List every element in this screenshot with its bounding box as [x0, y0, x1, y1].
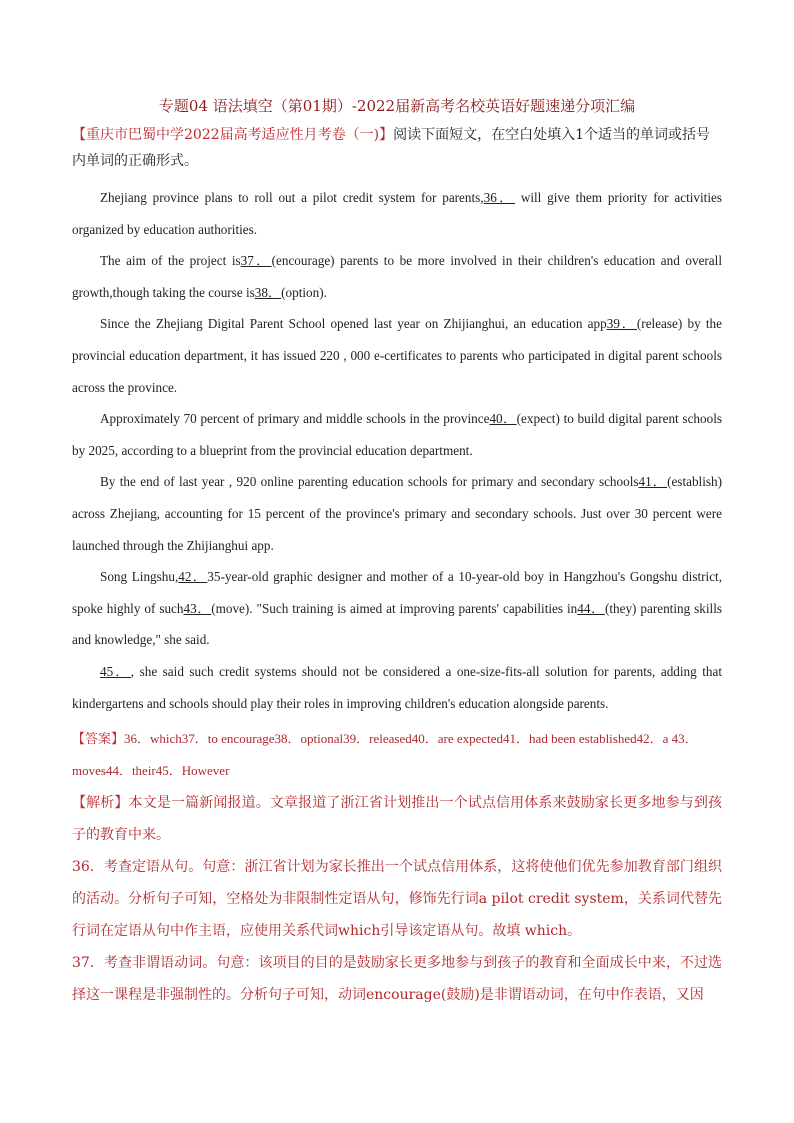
source-label: 【重庆市巴蜀中学2022届高考适应性月考卷（一)】: [72, 127, 394, 143]
passage-paragraph-5: [72, 466, 722, 561]
text-span: (expect) to build digital parent schools by 2025, according to a blueprint from the provincial education department.: [72, 411, 722, 458]
text-span: (option).: [281, 284, 327, 300]
passage-paragraph-7: [72, 656, 722, 719]
analysis-q37: 37．考查非谓语动词。句意：该项目的目的是鼓励家长更多地参与到孩子的教育和全面成长中来，不过选择这一课程是非强制性的。分析句子可知，动词encourage(鼓励)是非谓语动词，在句中作表语，又因: [72, 955, 722, 1004]
blank-41: 41．: [638, 474, 668, 490]
text-span: (release) by the provincial education department, it has issued 220 , 000 e-certificates to parents who participated in digital parent schools across the province.: [72, 316, 722, 395]
analysis-intro-text: 本文是一篇新闻报道。文章报道了浙江省计划推出一个试点信用体系来鼓励家长更多地参与到孩子的教育中来。: [72, 795, 723, 844]
analysis-q36: 36．考查定语从句。句意：浙江省计划为家长推出一个试点信用体系，这将使他们优先参加教育部门组织的活动。分析句子可知，空格处为非限制性定语从句，修饰先行词a pilot credit system，关系词代替先行词在定语从句中作主语，应使用关系代词which引导该定语从句。故填 which。: [72, 859, 722, 940]
text-span: By the end of last year , 920 online parenting education schools for primary and secondary schools: [100, 474, 639, 490]
answer-label: 【答案】: [72, 732, 125, 748]
blank-36: 36．: [483, 190, 516, 205]
blank-43: 43．: [183, 600, 212, 616]
answer-text: 36．which37．to encourage38．optional39．released40．are expected41．had been established42．a 43．moves44．their45．However: [72, 731, 698, 779]
text-span: Approximately 70 percent of primary and middle schools in the province: [100, 411, 490, 427]
blank-45: 45．: [100, 663, 131, 679]
blank-37: 37．: [240, 253, 272, 269]
passage-paragraph-1: [72, 182, 722, 245]
text-span: (they) parenting skills and knowledge," she said.: [72, 600, 723, 648]
text-span: 35-year-old graphic designer and mother of a 10-year-old boy in Hangzhou's Gongshu district, spoke highly of such: [72, 569, 723, 616]
document-page: [72, 96, 722, 1011]
question-source: [72, 122, 722, 174]
text-span: Song Lingshu,: [100, 569, 179, 585]
text-span: The aim of the project is: [100, 253, 241, 269]
text-span: , she said such credit systems should not be considered a one-size-fits-all solution for parents, adding that kindergartens and schools should play their roles in improving children's education alongside parents.: [72, 663, 723, 711]
answer-section: [72, 723, 722, 787]
text-span: will give them priority for activities organized by education authorities.: [72, 190, 722, 237]
instruction-text: 阅读下面短文，在空白处填入1个适当的单词或括号内单词的正确形式。: [72, 127, 710, 169]
passage-paragraph-4: [72, 403, 722, 466]
text-span: (move). "Such training is aimed at improving parents' capabilities in: [211, 600, 578, 616]
blank-42: 42．: [178, 569, 208, 585]
analysis-label: 【解析】: [72, 795, 129, 812]
passage-paragraph-2: [72, 245, 722, 308]
analysis-intro: [72, 787, 722, 851]
blank-44: 44．: [577, 600, 605, 616]
passage-paragraph-3: [72, 308, 722, 403]
blank-40: 40．: [489, 411, 517, 427]
blank-38: 38．: [254, 284, 282, 300]
passage-paragraph-6: [72, 561, 722, 656]
text-span: Since the Zhejiang Digital Parent School opened last year on Zhijianghui, an education app: [100, 316, 607, 332]
text-span: (encourage) parents to be more involved in their children's education and overall growth,though taking the course is: [72, 253, 722, 300]
blank-39: 39．: [606, 316, 637, 332]
text-span: (establish) across Zhejiang, accounting for 15 percent of the province's primary and secondary schools. Just over 30 percent were launched through the Zhijianghui app.: [72, 474, 722, 553]
text-span: Zhejiang province plans to roll out a pilot credit system for parents,: [100, 190, 484, 205]
page-title: 专题04 语法填空（第01期）-2022届新高考名校英语好题速递分项汇编: [158, 97, 636, 115]
